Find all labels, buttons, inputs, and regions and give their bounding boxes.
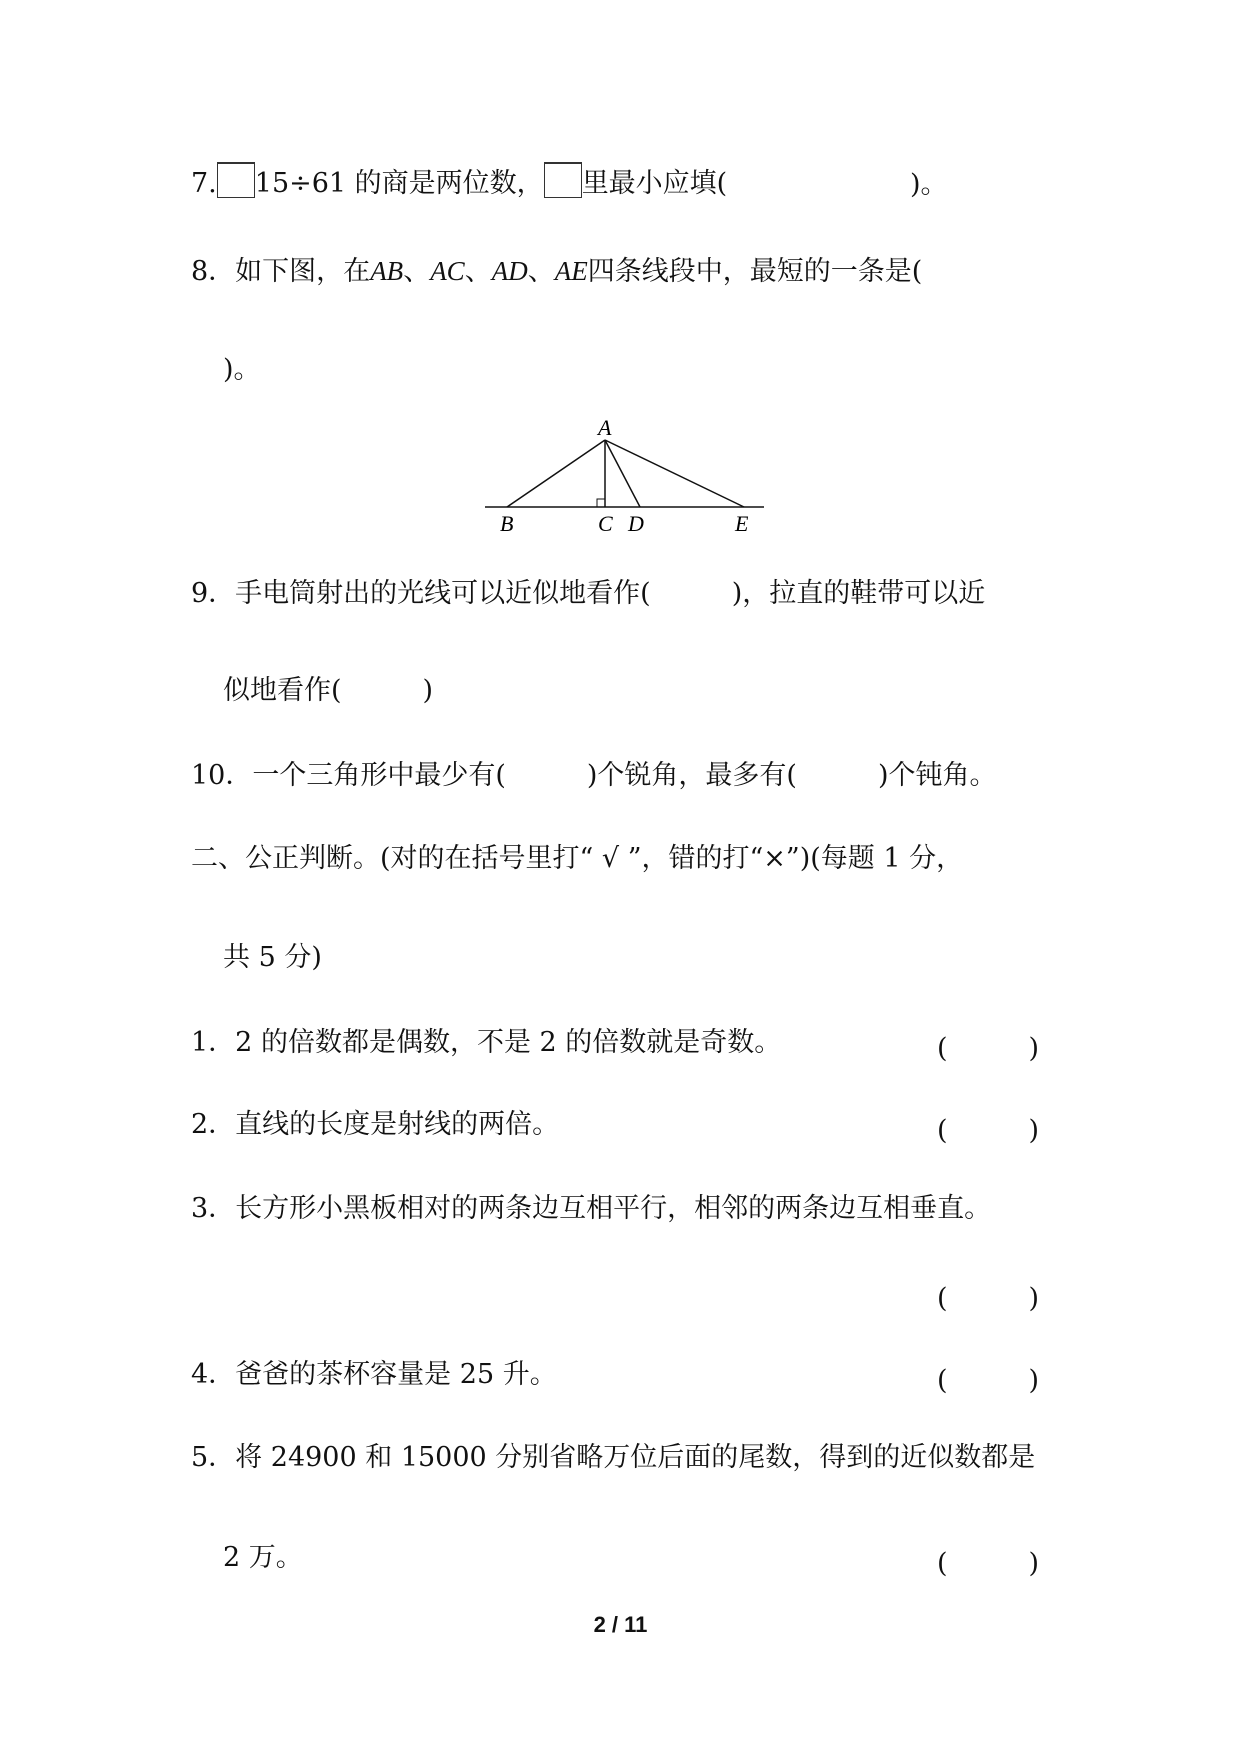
section-2-heading-cont: 共 5 分) [223, 942, 322, 973]
section-2-heading: 二、公正判断。(对的在括号里打“ √ ”，错的打“×”)(每题 1 分， [191, 843, 964, 874]
q7-text-b: 里最小应填( [581, 168, 728, 199]
q8-rest: 四条线段中，最短的一条是( [587, 256, 923, 287]
q9-line1: 9．手电筒射出的光线可以近似地看作( )，拉直的鞋带可以近 [191, 578, 986, 609]
seg-ac: AC [430, 256, 465, 286]
q7-number: 7. [191, 168, 217, 199]
answer-paren[interactable]: ( ) [937, 1033, 1040, 1064]
judge-item-5: 5．将 24900 和 15000 分别省略万位后面的尾数，得到的近似数都是 [191, 1442, 1036, 1473]
q7-close: )。 [910, 169, 948, 200]
triangle-figure [470, 405, 780, 535]
label-d: D [628, 511, 644, 535]
judge-item-2: 2．直线的长度是射线的两倍。 [191, 1109, 560, 1140]
label-a: A [598, 415, 612, 440]
judge-item-4: 4．爸爸的茶杯容量是 25 升。 [191, 1359, 557, 1390]
q8-text: 8．如下图，在 [191, 256, 371, 287]
label-c: C [598, 511, 613, 535]
question-8 [191, 254, 922, 289]
sep: 、 [403, 256, 431, 287]
answer-paren[interactable]: ( ) [937, 1548, 1040, 1579]
label-e: E [735, 511, 749, 535]
segment-ad [605, 440, 640, 507]
answer-paren[interactable]: ( ) [937, 1115, 1040, 1146]
answer-paren[interactable]: ( ) [937, 1283, 1040, 1314]
judge-item-5-cont: 2 万。 [223, 1542, 303, 1573]
seg-ae: AE [554, 256, 588, 286]
question-7 [191, 162, 727, 201]
answer-paren[interactable]: ( ) [937, 1365, 1040, 1396]
blank-box [217, 162, 255, 198]
seg-ab: AB [370, 256, 404, 286]
question-10: 10．一个三角形中最少有( )个锐角，最多有( )个钝角。 [191, 760, 997, 791]
right-angle-mark [597, 499, 605, 507]
segment-ab [507, 440, 605, 507]
q8-close: )。 [223, 354, 261, 385]
seg-ad: AD [491, 256, 528, 286]
q7-text-a: 15÷61 的商是两位数， [254, 168, 544, 199]
sep: 、 [527, 256, 555, 287]
blank-box [544, 162, 582, 198]
q9-line2: 似地看作( ) [223, 675, 434, 706]
judge-item-1: 1．2 的倍数都是偶数，不是 2 的倍数就是奇数。 [191, 1027, 782, 1058]
judge-item-3: 3．长方形小黑板相对的两条边互相平行，相邻的两条边互相垂直。 [191, 1193, 992, 1224]
segment-ae [605, 440, 744, 507]
sep: 、 [464, 256, 492, 287]
page-number: 2 / 11 [593, 1612, 648, 1637]
label-b: B [500, 511, 514, 535]
